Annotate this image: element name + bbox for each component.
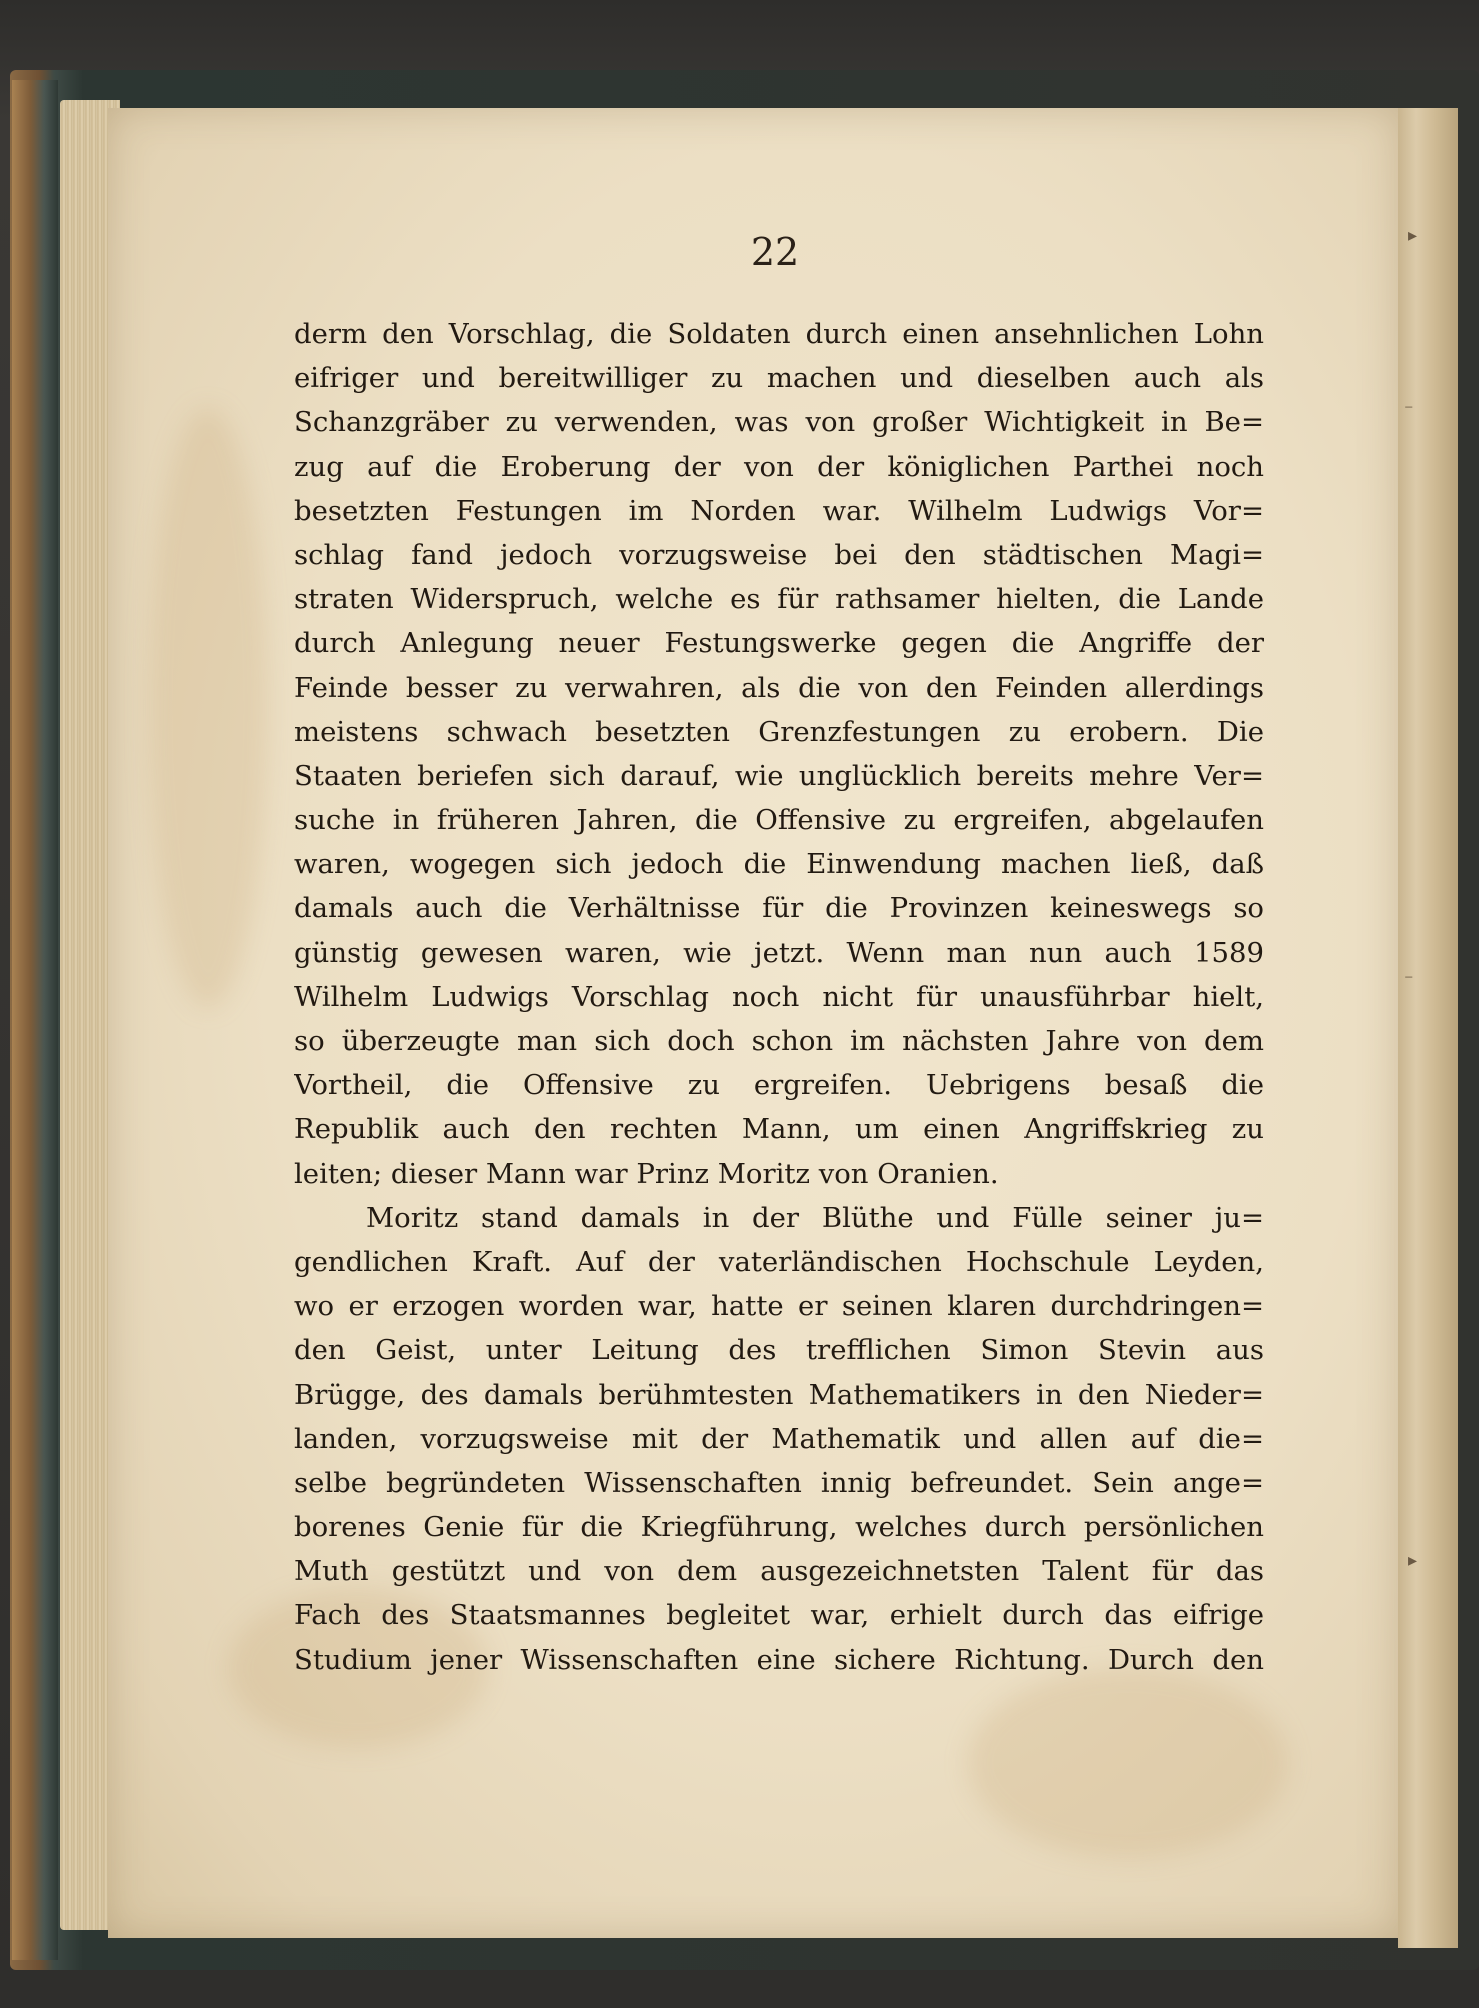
paper-stain xyxy=(148,408,268,1008)
text-line: Staaten beriefen sich darauf, wie unglücklich bereits mehre Ver= xyxy=(294,759,1264,792)
text-line: Feinde besser zu verwahren, als die von den Feinden allerdings xyxy=(294,671,1264,704)
text-line: leiten; dieser Mann war Prinz Moritz von Oranien. xyxy=(294,1157,999,1190)
margin-mark: ⁻ xyxy=(1404,970,1414,991)
text-line: Republik auch den rechten Mann, um einen Angriffskrieg zu xyxy=(294,1113,1264,1146)
text-line: wo er erzogen worden war, hatte er seinen klaren durchdringen= xyxy=(294,1290,1264,1323)
text-line: gendlichen Kraft. Auf der vaterländischen Hochschule Leyden, xyxy=(294,1245,1264,1278)
text-line: besetzten Festungen im Norden war. Wilhelm Ludwigs Vor= xyxy=(294,494,1264,527)
text-line: zug auf die Eroberung der von der königlichen Parthei noch xyxy=(294,450,1264,483)
text-line: günstig gewesen waren, wie jetzt. Wenn man nun auch 1589 xyxy=(294,936,1264,969)
text-line: borenes Genie für die Kriegführung, welches durch persönlichen xyxy=(294,1511,1264,1544)
facing-page-edge xyxy=(1398,108,1458,1948)
text-line: Brügge, des damals berühmtesten Mathematikers in den Nieder= xyxy=(294,1378,1264,1411)
text-line: Moritz stand damals in der Blüthe und Fülle seiner ju= xyxy=(366,1201,1264,1234)
page-number: 22 xyxy=(750,230,800,274)
text-line: schlag fand jedoch vorzugsweise bei den städtischen Magi= xyxy=(294,538,1264,571)
body-text xyxy=(294,312,1264,1682)
text-line: meistens schwach besetzten Grenzfestungen zu erobern. Die xyxy=(294,715,1264,748)
text-line: waren, wogegen sich jedoch die Einwendung machen ließ, daß xyxy=(294,848,1264,881)
text-line: Muth gestützt und von dem ausgezeichnetsten Talent für das xyxy=(294,1555,1264,1588)
paper-stain xyxy=(968,1668,1288,1858)
margin-mark: ▸ xyxy=(1408,225,1418,246)
text-line: den Geist, unter Leitung des trefflichen Simon Stevin aus xyxy=(294,1334,1264,1367)
text-line: Vortheil, die Offensive zu ergreifen. Uebrigens besaß die xyxy=(294,1069,1264,1102)
text-line: Studium jener Wissenschaften eine sichere Richtung. Durch den xyxy=(294,1643,1264,1676)
text-line: straten Widerspruch, welche es für rathsamer hielten, die Lande xyxy=(294,583,1264,616)
text-line: eifriger und bereitwilliger zu machen und dieselben auch als xyxy=(294,362,1264,395)
text-line: landen, vorzugsweise mit der Mathematik und allen auf die= xyxy=(294,1422,1264,1455)
text-line: suche in früheren Jahren, die Offensive zu ergreifen, abgelaufen xyxy=(294,804,1264,837)
text-line: derm den Vorschlag, die Soldaten durch einen ansehnlichen Lohn xyxy=(294,318,1264,350)
book-spine-edge xyxy=(12,80,58,1960)
text-line: Wilhelm Ludwigs Vorschlag noch nicht für unausführbar hielt, xyxy=(294,980,1264,1013)
margin-mark: ▸ xyxy=(1408,1550,1418,1571)
text-line: selbe begründeten Wissenschaften innig befreundet. Sein ange= xyxy=(294,1466,1264,1499)
text-line: damals auch die Verhältnisse für die Provinzen keineswegs so xyxy=(294,892,1264,925)
text-line: Schanzgräber zu verwenden, was von großer Wichtigkeit in Be= xyxy=(294,406,1264,439)
text-line: durch Anlegung neuer Festungswerke gegen die Angriffe der xyxy=(294,627,1264,660)
text-line: Fach des Staatsmannes begleitet war, erhielt durch das eifrige xyxy=(294,1599,1264,1632)
margin-mark: ⁻ xyxy=(1404,400,1414,421)
text-line: so überzeugte man sich doch schon im nächsten Jahre von dem xyxy=(294,1025,1264,1057)
